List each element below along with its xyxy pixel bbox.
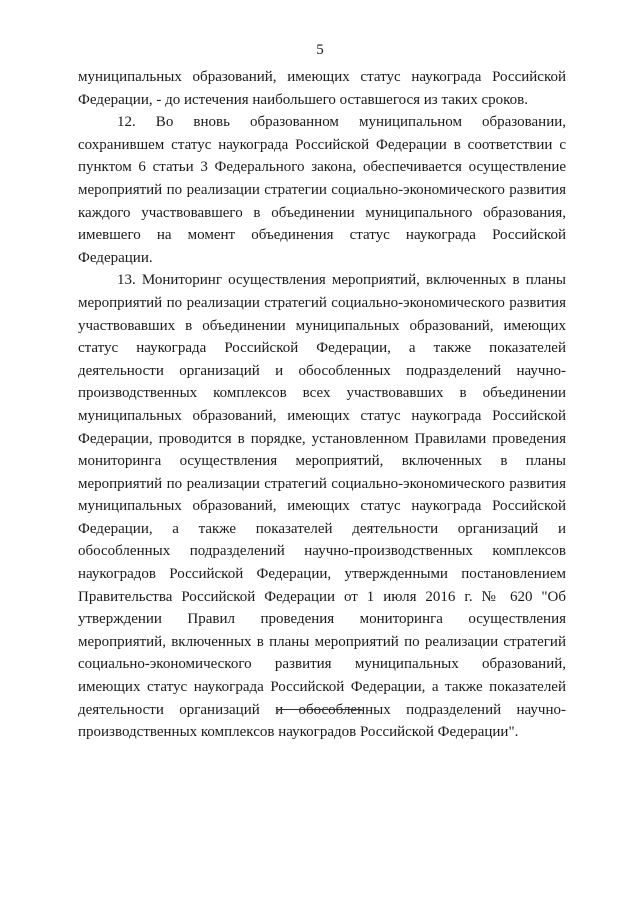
paragraph-13: 13. Мониторинг осуществления мероприятий, включенных в планы мероприятий по реализации стратегий социально-экономического развития участвовавших в объединении муниципальных образований, имеющих статус наукограда Российской Федерации, а также показателей деятельности организаций и обособленных подразделений научно-производственных комплексов всех участвовавших в объединении муниципальных образований, имеющих статус наукограда Российской Федерации, проводится в порядке, установленном Правилами проведения мониторинга осуществления мероприятий, включенных в планы мероприятий по реализации стратегий социально-экономического развития муниципальных образований, имеющих статус наукограда Российской Федерации, а также показателей деятельности организаций и обособленных подразделений научно-производственных комплексов наукоградов Российской Федерации, утвержденными постановлением Правительства Российской Федерации от 1 июля 2016 г. № 620 "Об утверждении Правил проведения мониторинга осуществления мероприятий, включенных в планы мероприятий по реализации стратегий социально-экономического развития муниципальных образований, имеющих статус наукограда Российской Федерации, а также показателей деятельности организаций и обособленных подразделений научно-производственных комплексов наукоградов Российской Федерации". bbox=[78, 272, 566, 741]
document-body bbox=[78, 66, 566, 744]
end-divider-line bbox=[276, 709, 362, 710]
page-number: 5 bbox=[316, 42, 324, 58]
paragraph-12: 12. Во вновь образованном муниципальном образовании, сохранившем статус наукограда Российской Федерации в соответствии с пунктом 6 статьи 3 Федерального закона, обеспечивается осуществление мероприятий по реализации стратегии социально-экономического развития каждого участвовавшего в объединении муниципального образования, имевшего на момент объединения статус наукограда Российской Федерации. bbox=[78, 114, 566, 266]
paragraph-continuation: муниципальных образований, имеющих статус наукограда Российской Федерации, - до истечения наибольшего оставшегося из таких сроков. bbox=[78, 69, 566, 108]
